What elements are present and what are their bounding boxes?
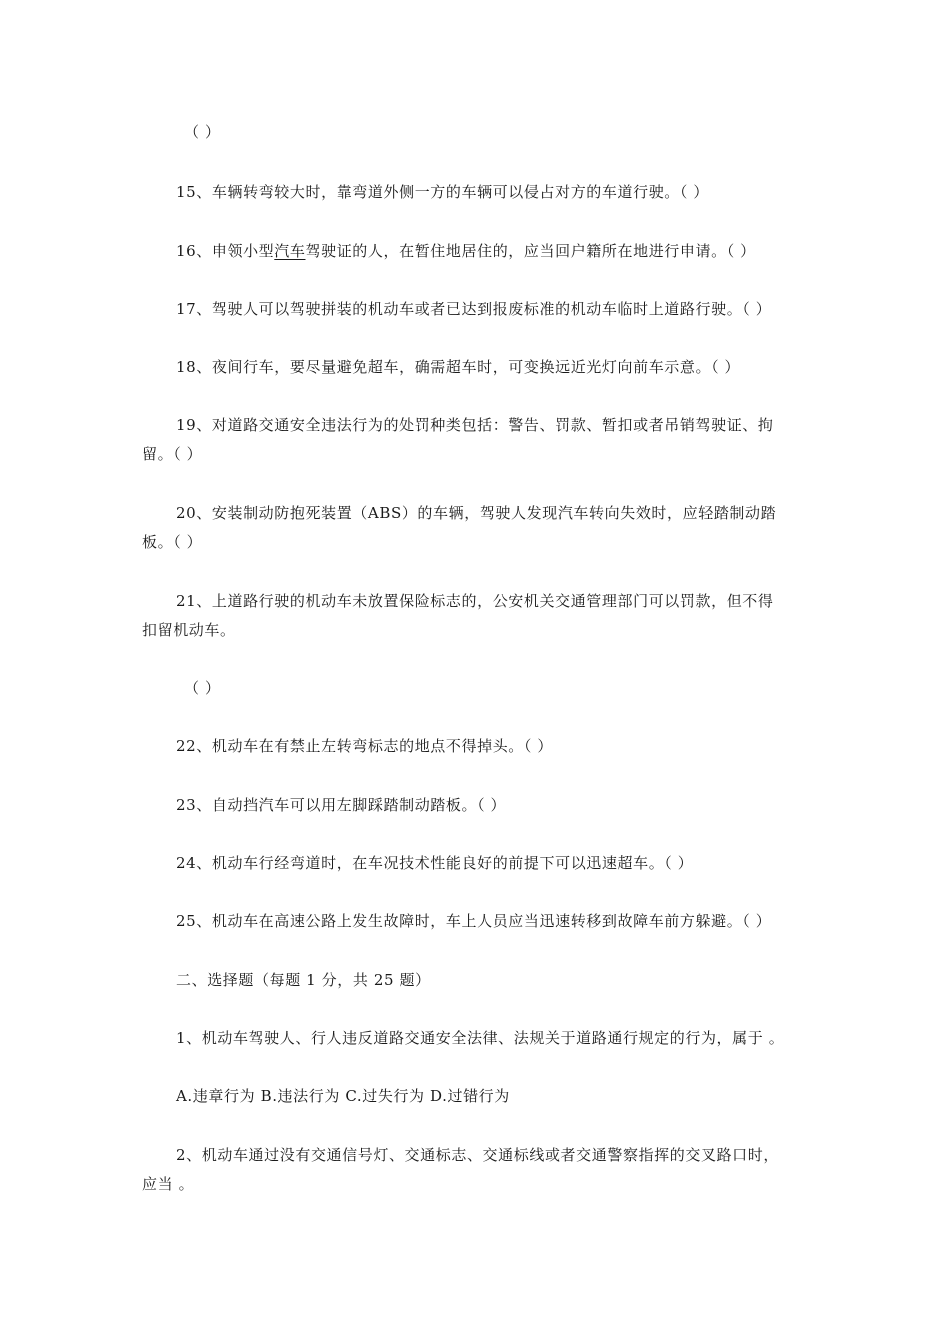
answer-blank: （ ）: [184, 123, 221, 141]
question-25: 25、机动车在高速公路上发生故障时，车上人员应当迅速转移到故障车前方躲避。（ ）: [176, 912, 772, 930]
question-20-line-1: 20、安装制动防抱死装置（ABS）的车辆，驾驶人发现汽车转向失效时，应轻踏制动踏: [176, 504, 777, 522]
choice-question-1: 1、机动车驾驶人、行人违反道路交通安全法律、法规关于道路通行规定的行为，属于 。: [176, 1029, 785, 1047]
choice-question-2-line-1: 2、机动车通过没有交通信号灯、交通标志、交通标线或者交通警察指挥的交叉路口时，: [176, 1146, 779, 1164]
question-23: 23、自动挡汽车可以用左脚踩踏制动踏板。（ ）: [176, 796, 507, 814]
question-20-line-2: 板。（ ）: [142, 533, 203, 551]
question-17: 17、驾驶人可以驾驶拼装的机动车或者已达到报废标准的机动车临时上道路行驶。（ ）: [176, 300, 772, 318]
question-19-line-1: 19、对道路交通安全违法行为的处罚种类包括：警告、罚款、暂扣或者吊销驾驶证、拘: [176, 416, 774, 434]
link-qiche[interactable]: 汽车: [274, 242, 306, 260]
answer-blank: （ ）: [184, 679, 221, 697]
question-16: [176, 237, 756, 266]
question-16-part-2: 驾驶证的人，在暂住地居住的，应当回户籍所在地进行申请。（ ）: [305, 242, 756, 260]
question-19-line-2: 留。（ ）: [142, 445, 203, 463]
question-21-line-2: 扣留机动车。: [142, 621, 236, 639]
section-heading: 二、选择题（每题 1 分，共 25 题）: [176, 971, 431, 989]
question-16-part-1: 16、申领小型: [176, 242, 275, 260]
question-22: 22、机动车在有禁止左转弯标志的地点不得掉头。（ ）: [176, 737, 553, 755]
question-15: 15、车辆转弯较大时，靠弯道外侧一方的车辆可以侵占对方的车道行驶。（ ）: [176, 183, 709, 201]
choice-question-2-line-2: 应当 。: [142, 1175, 195, 1193]
question-21-line-1: 21、上道路行驶的机动车未放置保险标志的，公安机关交通管理部门可以罚款，但不得: [176, 592, 774, 610]
question-24: 24、机动车行经弯道时，在车况技术性能良好的前提下可以迅速超车。（ ）: [176, 854, 694, 872]
question-18: 18、夜间行车，要尽量避免超车，确需超车时，可变换远近光灯向前车示意。（ ）: [176, 358, 741, 376]
choice-question-1-options: A.违章行为 B.违法行为 C.过失行为 D.过错行为: [176, 1087, 510, 1105]
